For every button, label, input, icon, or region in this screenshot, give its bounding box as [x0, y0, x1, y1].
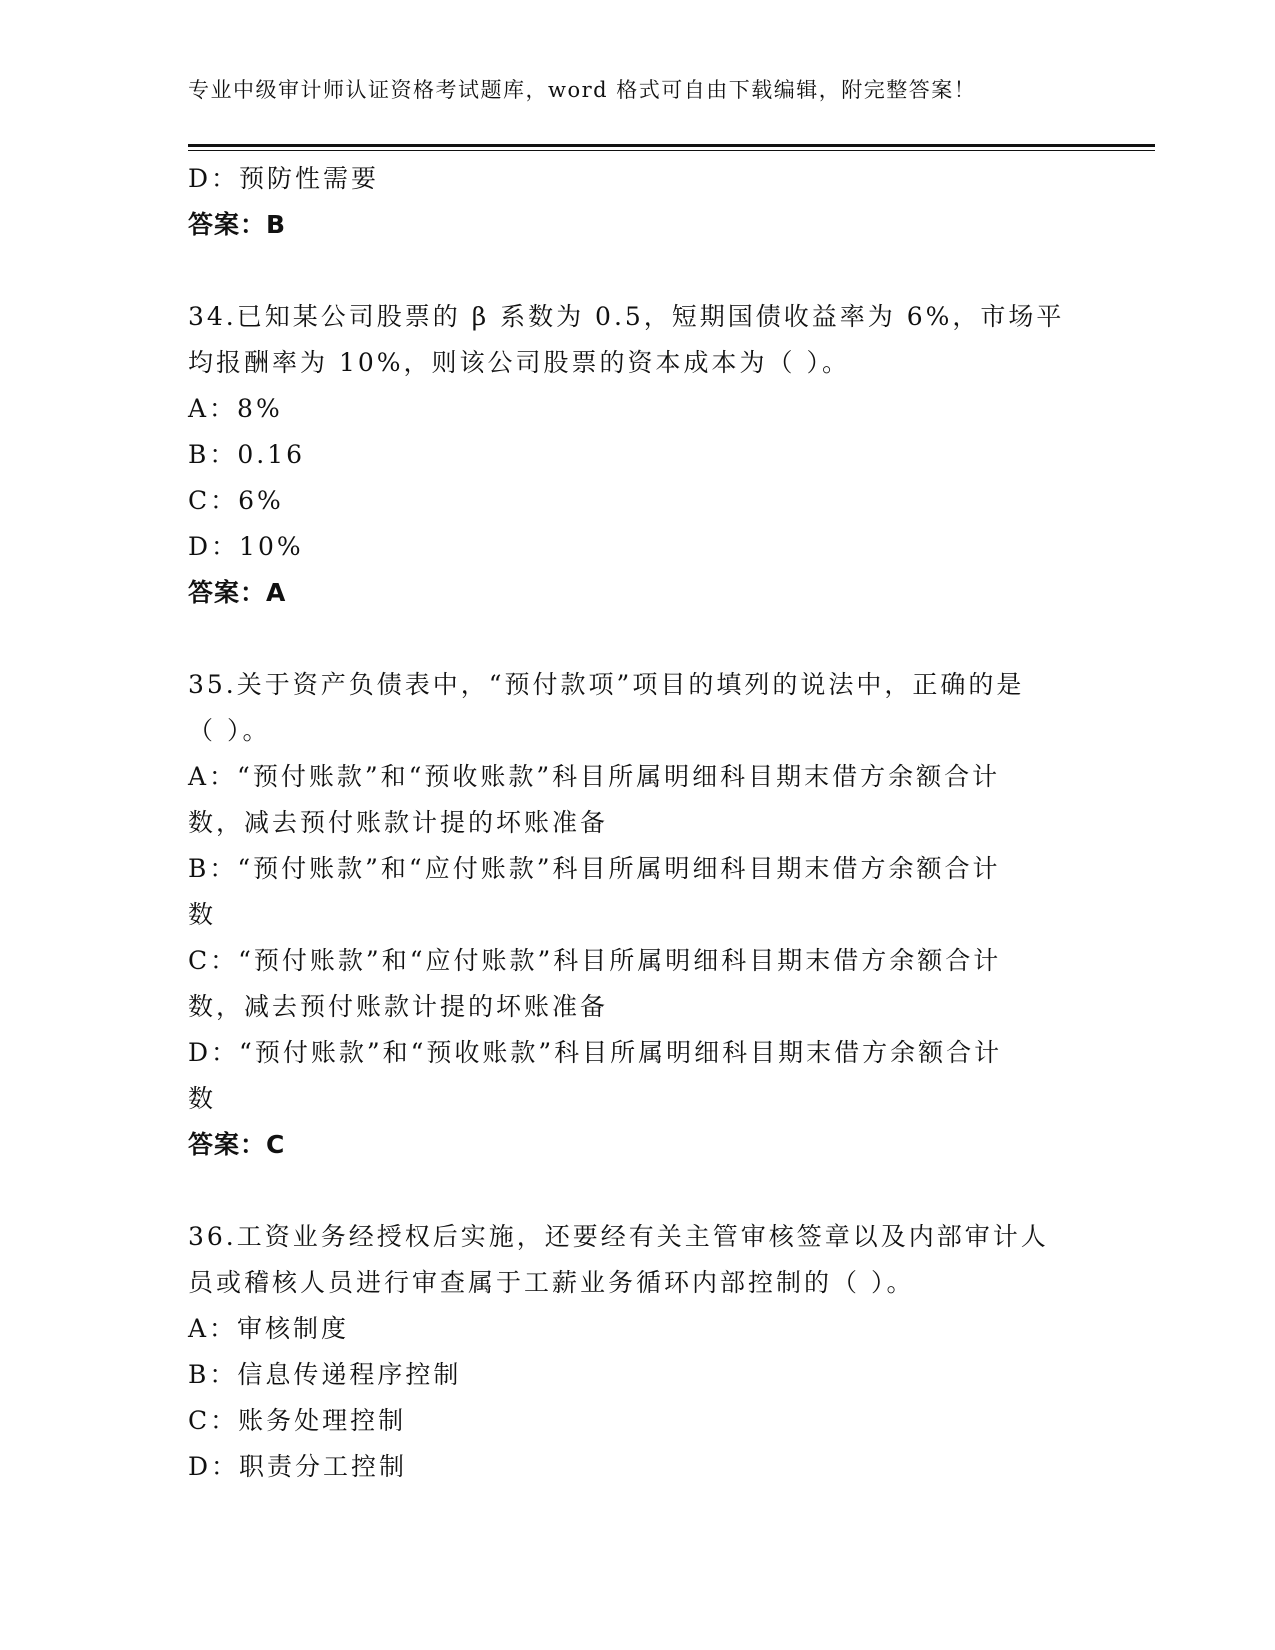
q34-option-a: A：8% [188, 394, 283, 423]
q36-stem-line-1: 36.工资业务经授权后实施，还要经有关主管审核签章以及内部审计人 [188, 1222, 1049, 1251]
q34-option-b: B：0.16 [188, 440, 306, 469]
q35-option-a-line-2: 数，减去预付账款计提的坏账准备 [188, 808, 609, 837]
document-body [188, 156, 1088, 1490]
q34-option-c: C：6% [188, 486, 284, 515]
header-rule-thick [188, 144, 1155, 147]
q36-stem-line-2: 员或稽核人员进行审查属于工薪业务循环内部控制的（ ）。 [188, 1268, 915, 1297]
q36-option-a: A：审核制度 [188, 1314, 350, 1343]
q35-stem-line-1: 35.关于资产负债表中，“预付款项”项目的填列的说法中，正确的是 [188, 670, 1025, 699]
spacer [188, 248, 1088, 294]
q36-option-d: D：职责分工控制 [188, 1452, 408, 1481]
spacer [188, 1168, 1088, 1214]
q35-option-d-line-2: 数 [188, 1084, 217, 1113]
q34-stem-line-1: 34.已知某公司股票的 β 系数为 0.5，短期国债收益率为 6%，市场平 [188, 302, 1065, 331]
q35-option-b-line-1: B：“预付账款”和“应付账款”科目所属明细科目期末借方余额合计 [188, 854, 1001, 883]
page-header: 专业中级审计师认证资格考试题库，word 格式可自由下载编辑，附完整答案！ [188, 78, 977, 102]
q36-option-b: B：信息传递程序控制 [188, 1360, 462, 1389]
q34-option-d: D：10% [188, 532, 304, 561]
q36-option-c: C：账务处理控制 [188, 1406, 407, 1435]
q35-option-a-line-1: A：“预付账款”和“预收账款”科目所属明细科目期末借方余额合计 [188, 762, 1001, 791]
q35-stem-line-2: （ ）。 [188, 716, 271, 745]
q35-option-c-line-2: 数，减去预付账款计提的坏账准备 [188, 992, 609, 1021]
q35-answer: 答案：C [188, 1130, 286, 1159]
header-rule-thin [188, 150, 1155, 151]
spacer [188, 616, 1088, 662]
q35-option-c-line-1: C：“预付账款”和“应付账款”科目所属明细科目期末借方余额合计 [188, 946, 1002, 975]
q34-stem-line-2: 均报酬率为 10%，则该公司股票的资本成本为（ ）。 [188, 348, 850, 377]
q35-option-b-line-2: 数 [188, 900, 217, 929]
q34-answer: 答案：A [188, 578, 287, 607]
prev-option-d: D：预防性需要 [188, 164, 380, 193]
q35-option-d-line-1: D：“预付账款”和“预收账款”科目所属明细科目期末借方余额合计 [188, 1038, 1003, 1067]
prev-answer: 答案：B [188, 210, 287, 239]
